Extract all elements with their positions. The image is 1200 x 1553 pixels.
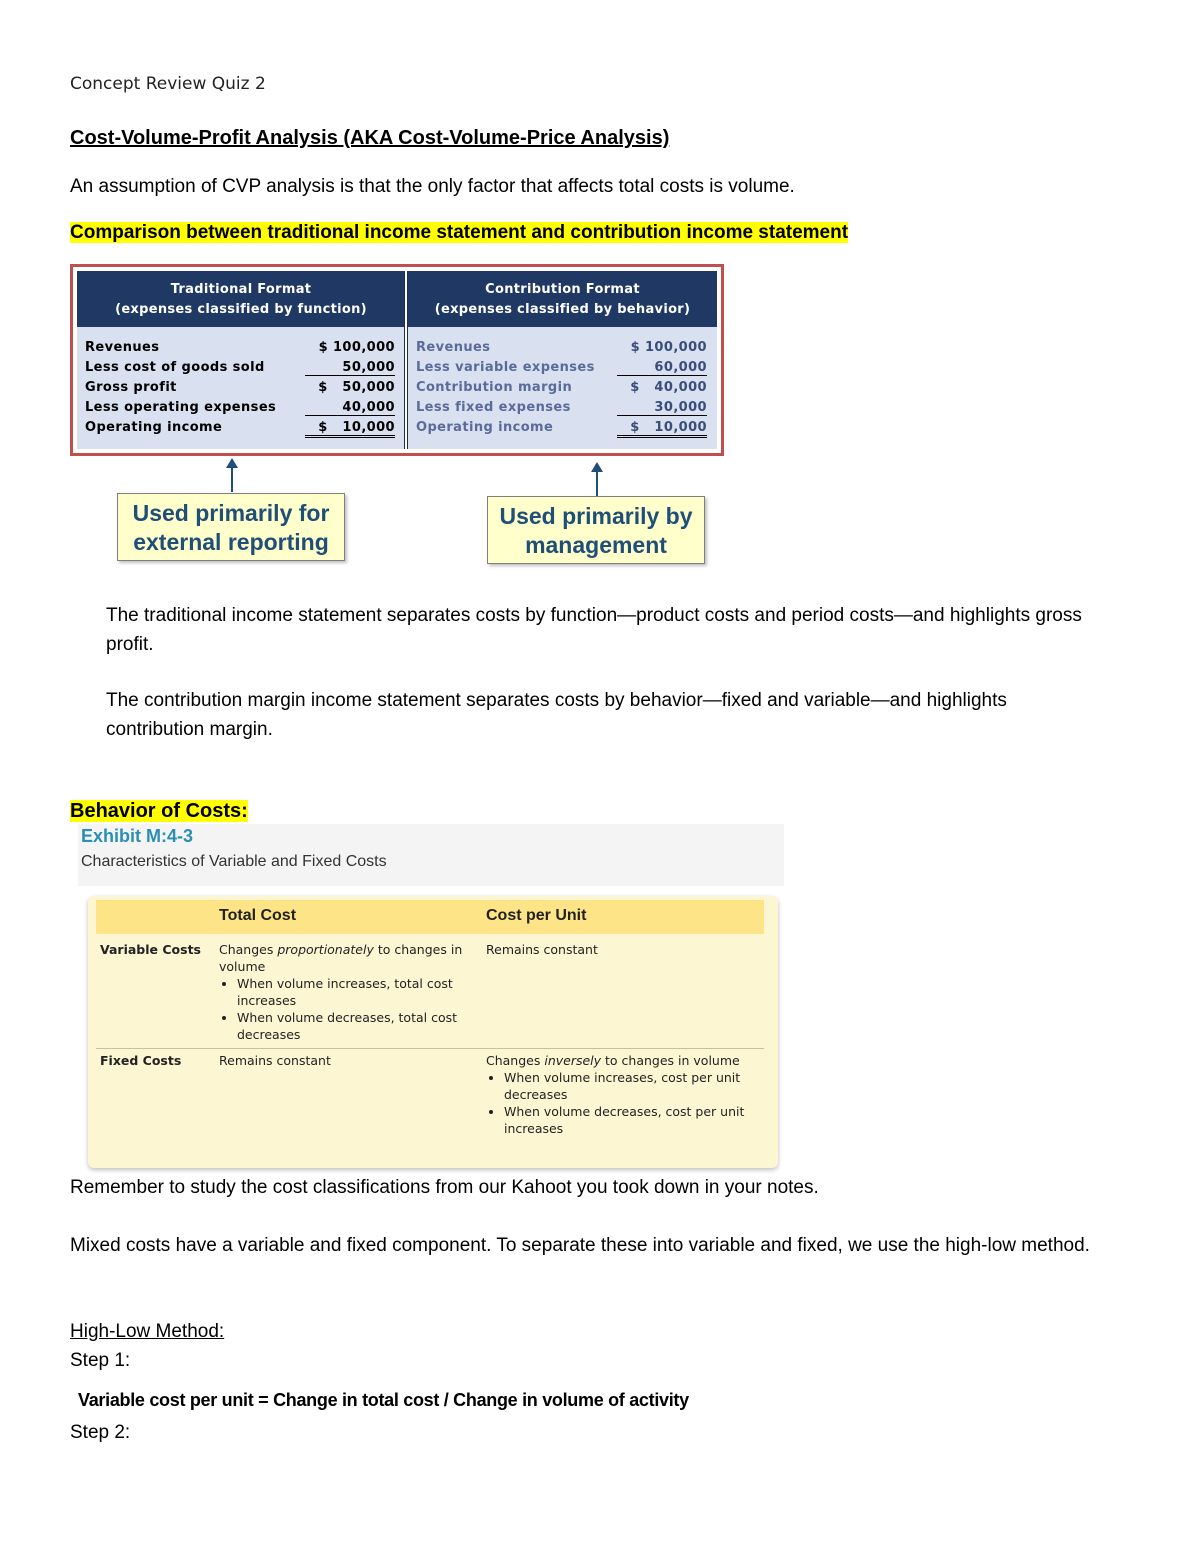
- traditional-format-header: [77, 271, 405, 327]
- comparison-heading: Comparison between traditional income statement and contribution income statement: [70, 222, 849, 243]
- row-label: Less variable expenses: [416, 360, 595, 375]
- row-label: Gross profit: [85, 380, 177, 395]
- table-header-band: [96, 900, 764, 934]
- bullet-item: • When volume increases, total cost increases: [237, 975, 464, 1009]
- step-1-label: Step 1:: [70, 1350, 131, 1371]
- row-label: Revenues: [85, 340, 160, 355]
- row-label: Less operating expenses: [85, 400, 277, 415]
- arrow-shaft: [596, 470, 598, 496]
- statement-row: [416, 420, 707, 440]
- cvp-assumption: An assumption of CVP analysis is that the only factor that affects total costs is volume.: [70, 176, 795, 197]
- behavior-heading-wrap: [70, 797, 248, 826]
- management-callout: [487, 496, 705, 564]
- callout-right-line1: Used primarily by: [499, 503, 693, 529]
- exhibit-label: Exhibit M:4-3: [81, 826, 194, 846]
- exhibit-caption: Characteristics of Variable and Fixed Costs: [81, 853, 387, 870]
- row-value: $ 100,000: [630, 340, 707, 355]
- contribution-explanation: The contribution margin income statement separates costs by behavior—fixed and variable—and highlights contribution margin.: [106, 690, 1007, 740]
- statement-row: [85, 360, 395, 380]
- traditional-format-panel: [77, 271, 405, 449]
- fixed-cost-per-unit-cell: [486, 1052, 756, 1137]
- mixed-costs-note: Mixed costs have a variable and fixed component. To separate these into variable and fixed, we use the high-low method.: [70, 1235, 1090, 1256]
- row-value: 50,000: [305, 360, 395, 376]
- row-value: 30,000: [617, 400, 707, 416]
- contribution-format-header: [408, 271, 717, 327]
- row-label: Operating income: [85, 420, 223, 435]
- variable-cost-formula: Variable cost per unit = Change in total cost / Change in volume of activity: [78, 1390, 689, 1410]
- contribution-title: Contribution Format: [485, 282, 640, 297]
- row-value: $ 100,000: [318, 340, 395, 355]
- row-value: $ 10,000: [617, 420, 707, 438]
- statement-row: [416, 360, 707, 380]
- document-header: Concept Review Quiz 2: [70, 74, 266, 94]
- statement-row: [85, 420, 395, 440]
- behavior-heading: Behavior of Costs:: [70, 800, 248, 822]
- high-low-heading: High-Low Method:: [70, 1321, 225, 1342]
- contribution-subtitle: (expenses classified by behavior): [434, 302, 691, 317]
- column-header-cost-per-unit: Cost per Unit: [486, 907, 587, 924]
- row-label: Revenues: [416, 340, 491, 355]
- row-label-variable-costs: Variable Costs: [100, 942, 201, 957]
- row-label: Contribution margin: [416, 380, 573, 395]
- bullet-item: • When volume increases, cost per unit decreases: [504, 1069, 756, 1103]
- traditional-subtitle: (expenses classified by function): [115, 302, 367, 317]
- arrow-shaft: [231, 466, 233, 492]
- cell-emphasis: inversely: [544, 1053, 602, 1068]
- row-value: $ 50,000: [318, 380, 395, 395]
- callout-left-line1: Used primarily for: [132, 500, 330, 526]
- statement-row: [416, 380, 707, 400]
- statement-row: [85, 380, 395, 400]
- kahoot-note: Remember to study the cost classifications from our Kahoot you took down in your notes.: [70, 1177, 819, 1198]
- cell-text: Changes: [219, 942, 278, 957]
- row-value: $ 10,000: [305, 420, 395, 438]
- variable-total-cost-cell: [219, 941, 464, 1043]
- cell-text: Changes: [486, 1053, 545, 1068]
- traditional-format-body: [77, 327, 405, 449]
- cell-text: to changes in volume: [219, 942, 463, 974]
- callout-left-line2: external reporting: [133, 529, 329, 555]
- contribution-format-body: [408, 327, 717, 449]
- callout-right-line2: management: [525, 532, 667, 558]
- fixed-total-cost-cell: Remains constant: [219, 1053, 331, 1068]
- row-divider: [96, 1048, 764, 1049]
- income-statement-comparison-figure: [70, 264, 724, 456]
- traditional-title: Traditional Format: [170, 282, 312, 297]
- row-label-fixed-costs: Fixed Costs: [100, 1053, 182, 1068]
- row-value: 60,000: [617, 360, 707, 376]
- row-label: Operating income: [416, 420, 554, 435]
- cost-behavior-table: [88, 896, 778, 1168]
- cell-text: to changes in volume: [601, 1053, 740, 1068]
- variable-cost-per-unit-cell: Remains constant: [486, 942, 598, 957]
- column-header-total-cost: Total Cost: [219, 907, 297, 924]
- statement-row: [416, 340, 707, 360]
- row-label: Less fixed expenses: [416, 400, 571, 415]
- row-value: $ 40,000: [630, 380, 707, 395]
- step-2-label: Step 2:: [70, 1422, 131, 1443]
- external-reporting-callout: [117, 493, 345, 561]
- row-label: Less cost of goods sold: [85, 360, 265, 375]
- cell-emphasis: proportionately: [277, 942, 374, 957]
- traditional-explanation: The traditional income statement separates costs by function—product costs and period costs—and highlights gross profit.: [106, 605, 1082, 655]
- statement-row: [85, 340, 395, 360]
- cvp-heading: Cost-Volume-Profit Analysis (AKA Cost-Volume-Price Analysis): [70, 127, 670, 149]
- contribution-format-panel: [408, 271, 717, 449]
- row-value: 40,000: [305, 400, 395, 416]
- bullet-item: • When volume decreases, total cost decreases: [237, 1009, 464, 1043]
- bullet-item: • When volume decreases, cost per unit increases: [504, 1103, 756, 1137]
- statement-row: [85, 400, 395, 420]
- statement-row: [416, 400, 707, 420]
- comparison-heading-wrap: [70, 218, 848, 247]
